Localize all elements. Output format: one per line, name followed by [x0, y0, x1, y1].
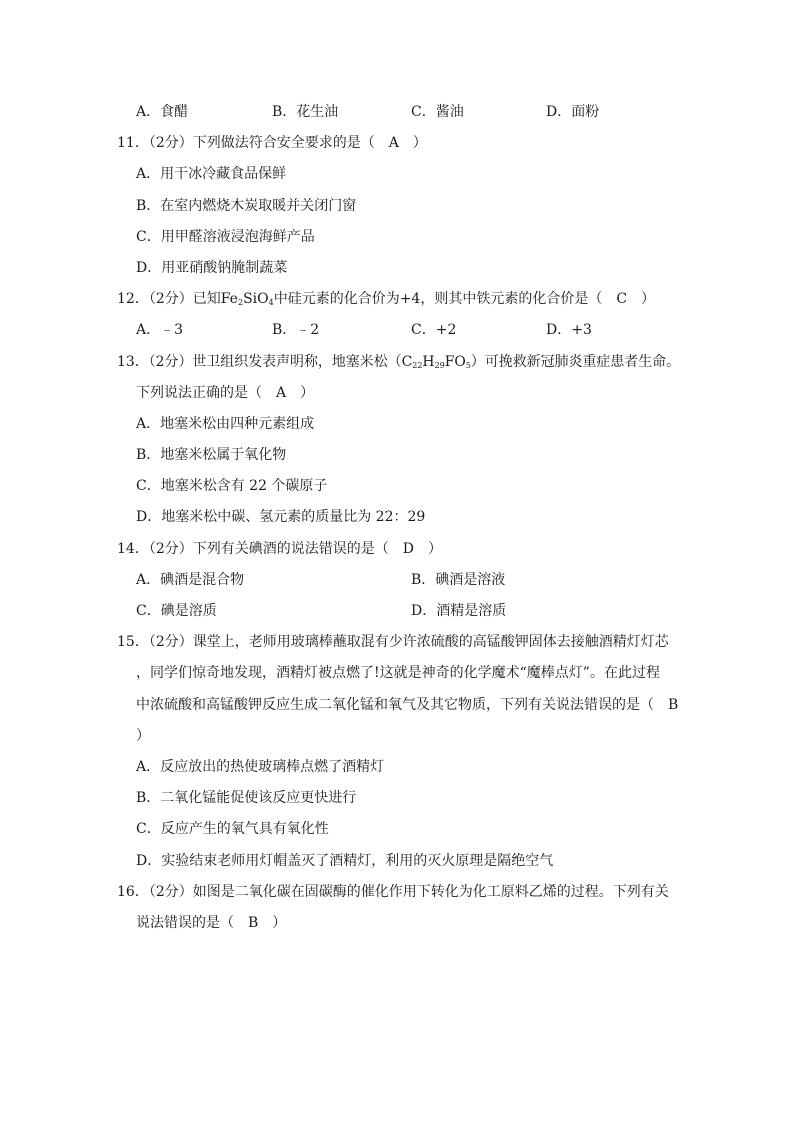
q12-stem-text: SiO [243, 291, 269, 307]
q15-stem-line2: ，同学们惊奇地发现，酒精灯被点燃了!这就是神奇的化学魔术“魔棒点灯”。在此过程 [136, 665, 660, 681]
q14-option-d: D．酒精是溶质 [411, 603, 507, 619]
q12-subscript: 4 [268, 298, 274, 307]
q13-stem-line1 [117, 352, 680, 372]
q10-option-b: B．花生油 [272, 104, 339, 120]
q11-option-c: C．用甲醛溶液浸泡海鲜产品 [136, 229, 315, 245]
q12-option-b: B．﹣2 [272, 322, 320, 338]
q14-option-a: A．碘酒是混合物 [136, 572, 245, 588]
q10-option-a: A．食醋 [136, 104, 189, 120]
q12-stem [117, 289, 655, 309]
q13-option-b: B．地塞米松属于氧化物 [136, 447, 287, 463]
q13-option-d: D．地塞米松中碳、氢元素的质量比为 22：29 [136, 509, 426, 525]
q13-stem-text: FO [444, 354, 466, 370]
q13-stem-text: H [422, 354, 435, 370]
q10-option-c: C．酱油 [411, 104, 464, 120]
q12-option-c: C．+2 [411, 322, 457, 338]
q14-option-c: C．碘是溶质 [136, 603, 217, 619]
q15-option-a: A．反应放出的热使玻璃棒点燃了酒精灯 [136, 759, 385, 775]
q15-stem-line1: 15．（2分）课堂上，老师用玻璃棒蘸取混有少许浓硫酸的高锰酸钾固体去接触酒精灯灯芯 [117, 634, 669, 650]
q15-option-c: C．反应产生的氧气具有氧化性 [136, 821, 329, 837]
q12-option-d: D．+3 [546, 322, 592, 338]
q15-stem-line4: ） [136, 728, 150, 744]
q12-stem-text: 12．（2分）已知Fe [117, 291, 238, 307]
q13-stem-text: 13．（2分）世卫组织发表声明称，地塞米松（C [117, 354, 413, 370]
q12-option-a: A．﹣3 [136, 322, 184, 338]
q11-option-b: B．在室内燃烧木炭取暖并关闭门窗 [136, 198, 357, 214]
q13-stem-line2: 下列说法正确的是（ A ） [136, 385, 315, 401]
q12-stem-text: 中硅元素的化合价为+4，则其中铁元素的化合价是（ C ） [273, 291, 656, 307]
q16-stem-line1: 16．（2分）如图是二氧化碳在固碳酶的催化作用下转化为化工原料乙烯的过程。下列有关 [117, 884, 669, 900]
q13-option-a: A．地塞米松由四种元素组成 [136, 416, 315, 432]
q13-stem-text: ）可挽救新冠肺炎重症患者生命。 [470, 354, 681, 370]
q12-subscript: 2 [237, 298, 244, 307]
q11-option-d: D．用亚硝酸钠腌制蔬菜 [136, 260, 288, 276]
q14-option-b: B．碘酒是溶液 [411, 572, 506, 588]
q15-stem-line3: 中浓硫酸和高锰酸钾反应生成二氧化锰和氧气及其它物质，下列有关说法错误的是（ B [136, 697, 679, 713]
q15-option-d: D．实验结束老师用灯帽盖灭了酒精灯，利用的灭火原理是隔绝空气 [136, 853, 554, 869]
q11-option-a: A．用干冰冷藏食品保鲜 [136, 166, 287, 182]
q16-stem-line2: 说法错误的是（ B ） [136, 915, 287, 931]
q11-stem: 11．（2分）下列做法符合安全要求的是（ A ） [117, 135, 427, 151]
q14-stem: 14．（2分）下列有关碘酒的说法错误的是（ D ） [117, 541, 442, 557]
q10-option-d: D．面粉 [546, 104, 600, 120]
q13-option-c: C．地塞米松含有 22 个碳原子 [136, 478, 328, 494]
q13-subscript: 22 [412, 361, 423, 370]
q13-subscript: 29 [434, 361, 445, 370]
q15-option-b: B．二氧化锰能促使该反应更快进行 [136, 790, 357, 806]
q13-subscript: 5 [465, 361, 471, 370]
